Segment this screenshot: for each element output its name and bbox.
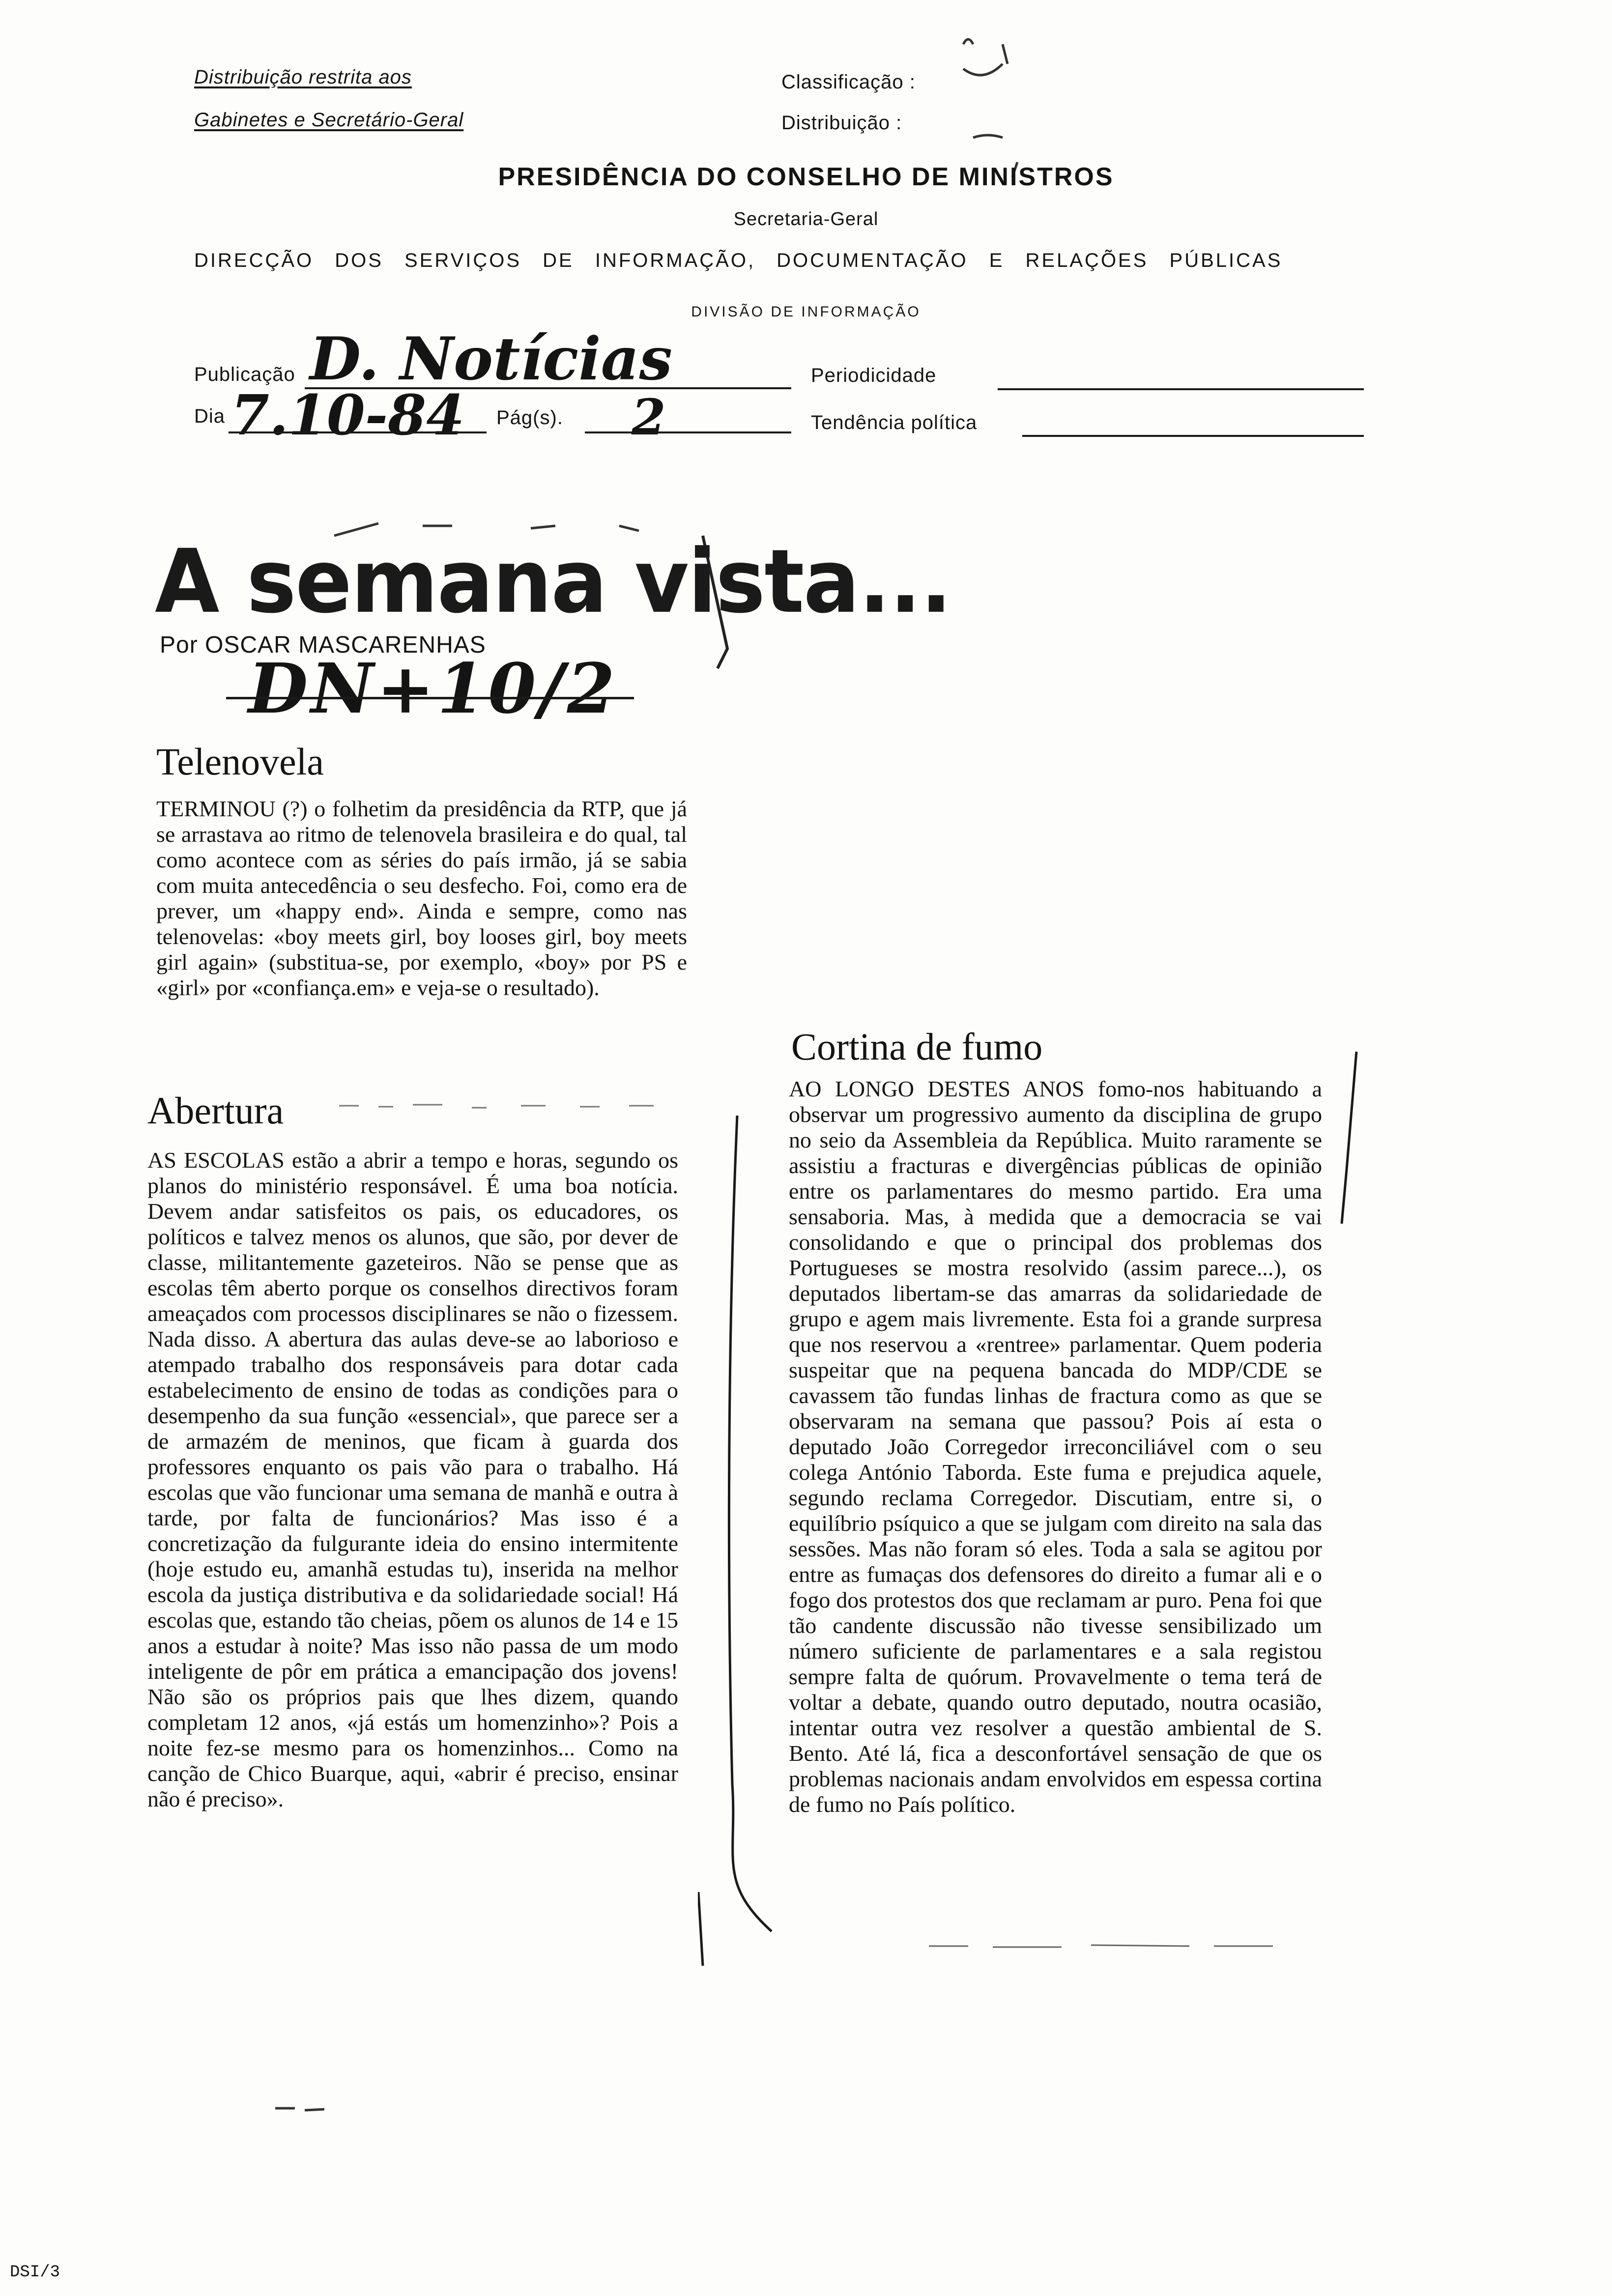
column-masthead: A semana vista...	[155, 531, 951, 633]
day-label: Dia	[194, 405, 226, 427]
section-text-telenovela: TERMINOU (?) o folhetim da presidência da RTP, que já se arrastava ao ritmo de telenovela brasileira e do qual, tal como acontece com as séries do país irmão, já se sabia com muita antecedência o seu desfecho. Foi, como era de prever, um «happy end». Ainda e sempre, como nas telenovelas: «boy meets girl, boy looses girl, boy meets girl again» (substitua-se, por exemplo, «boy» por PS e «girl» por «confiança.em» e veja-se o resultado).	[156, 796, 687, 1000]
form-code: DSI/3	[10, 2263, 60, 2282]
section-text-abertura: AS ESCOLAS estão a abrir a tempo e horas, segundo os planos do ministério responsável. É uma boa notícia. Devem andar satisfeitos os pais, os educadores, os políticos e talvez menos os alunos, que são, por dever de classe, militantemente gazeteiros. Não se pense que as escolas têm aberto porque os conselhos directivos foram ameaçados com processos disciplinares se não o fizessem. Nada disso. A abertura das aulas deve-se ao laborioso e atempado trabalho dos responsáveis para dotar cada estabelecimento de ensino de todas as condições para o desempenho da sua função «essencial», que parece ser a de armazém de meninos, que ficam à guarda dos professores enquanto os pais vão para o trabalho. Há escolas que vão funcionar uma semana de manhã e outra à tarde, por falta de funcionários? Mas isso é a concretização da fulgurante ideia do ensino intermitente (hoje estudo eu, amanhã estudas tu), inserida na melhor escola da justiça distributiva e da solidariedade social! Há escolas que, estando tão cheias, põem os alunos de 14 e 15 anos a estudar à noite? Mas isso não passa de um modo inteligente de pôr em prática a emancipação dos jovens! Não são os próprios pais que lhes dizem, quando completam 12 anos, «já estás um homenzinho»? Pois a noite fez-se mesmo para os homenzinhos... Como na canção de Chico Buarque, aqui, «abrir é preciso, ensinar não é preciso».	[147, 1148, 678, 1811]
publication-value: D. Notícias	[310, 324, 673, 394]
clipping-bracket-lines	[698, 1047, 1386, 2030]
political-tendency-underline	[1022, 435, 1364, 437]
division-title: DIVISÃO DE INFORMAÇÃO	[691, 304, 921, 320]
periodicity-underline	[998, 388, 1364, 390]
byline: Por OSCAR MASCARENHAS	[160, 632, 486, 658]
day-underline	[229, 431, 487, 433]
pages-value: 2	[632, 388, 666, 446]
pages-label: Pág(s).	[496, 407, 563, 429]
handwritten-reference: DN+10/2	[248, 649, 618, 729]
section-text-cortina-de-fumo: AO LONGO DESTES ANOS fomo-nos habituando a observar um progressivo aumento da disciplina de grupo no seio da Assembleia da República. Muito raramente se assistiu a fracturas e divergências públicas de opinião entre os parlamentares do mesmo partido. Era uma sensaboria. Mas, à medida que a democracia se vai consolidando e que o principal dos problemas dos Portugueses se mostra resolvido (assim parece...), os deputados libertam-se das amarras da solidariedade de grupo e agem mais livremente. Esta foi a grande surpresa que nos reservou a «rentree» parlamentar. Quem poderia suspeitar que na pequena bancada do MDP/CDE se cavassem tão fundas linhas de fractura como as que se observaram na semana que passou? Pois aí esta o deputado João Corregedor irreconciliável com o seu colega António Taborda. Este fuma e prejudica aquele, segundo reclama Corregedor. Discutiam, entre si, o equilíbrio psíquico a que se julgam com direito na sala das sessões. Mas não foram só eles. Toda a sala se agitou por entre as fumaças dos defensores do direito a fumar ali e o fogo dos protestos dos que reclamam ar puro. Pena foi que tão candente discussão não tivesse sensibilizado um número suficiente de parlamentares e a sala registou sempre falta de quórum. Provavelmente o tema terá de voltar a debate, quando outro deputado, noutra ocasião, intentar outra vez resolver a questão ambiental de S. Bento. Até lá, fica a desconfortável sensação de que os problemas nacionais andam envolvidos em espessa cortina de fumo no País político.	[789, 1076, 1322, 1817]
day-value: 7.10-84	[231, 383, 465, 448]
section-title-cortina-de-fumo: Cortina de fumo	[791, 1025, 1043, 1068]
pages-underline	[585, 431, 791, 433]
publication-label: Publicação	[194, 364, 295, 385]
faint-stamp-mark	[944, 25, 1062, 182]
periodicity-label: Periodicidade	[811, 365, 937, 386]
secretariat-title: Secretaria-Geral	[733, 209, 879, 230]
classification-label: Classificação :	[781, 71, 916, 93]
distribution-restriction-line1: Distribuição restrita aos	[194, 66, 412, 88]
distribution-label: Distribuição :	[781, 112, 902, 134]
directorate-title: DIRECÇÃO DOS SERVIÇOS DE INFORMAÇÃO, DOCUMENTAÇÃO E RELAÇÕES PÚBLICAS	[194, 250, 1283, 271]
political-tendency-label: Tendência política	[811, 412, 978, 433]
section-title-telenovela: Telenovela	[156, 740, 324, 783]
faint-dotted-rule	[334, 1096, 688, 1116]
section-title-abertura: Abertura	[147, 1089, 284, 1132]
handwritten-strike	[226, 697, 634, 699]
stray-mark-bottom	[270, 2094, 349, 2123]
distribution-restriction-line2: Gabinetes e Secretário-Geral	[194, 109, 464, 131]
presidency-title: PRESIDÊNCIA DO CONSELHO DE MINISTROS	[498, 163, 1114, 191]
